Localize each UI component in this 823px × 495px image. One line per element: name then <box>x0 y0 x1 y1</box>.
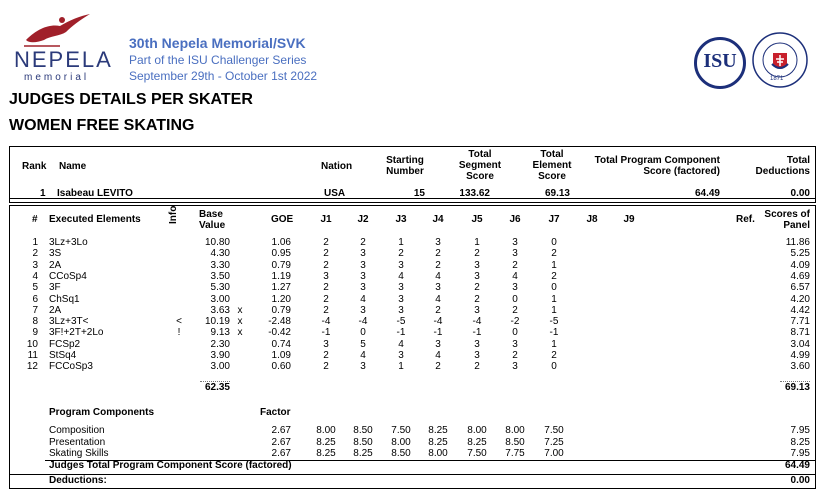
component-factor: 2.67 <box>271 436 291 448</box>
component-name: Presentation <box>49 436 106 448</box>
element-base-value: 3.63 <box>210 304 230 316</box>
judge-mark: 3 <box>474 259 480 271</box>
element-code: 3F!+2T+2Lo <box>49 327 104 339</box>
element-base-value: 3.00 <box>210 361 230 373</box>
judge-header-8: J8 <box>586 214 598 225</box>
component-judge-mark: 8.25 <box>428 436 448 448</box>
panel-score-header: Scores of Panel <box>764 209 810 231</box>
component-judge-mark: 8.00 <box>467 425 487 436</box>
judge-mark: -5 <box>396 316 406 328</box>
judge-mark: 1 <box>551 338 557 350</box>
judge-mark: 2 <box>323 282 329 294</box>
event-series: Part of the ISU Challenger Series <box>129 53 307 67</box>
ref-header: Ref. <box>736 214 755 225</box>
judge-mark: 2 <box>323 293 329 305</box>
judge-mark: 3 <box>474 350 480 361</box>
pcs-header: Total Program Component Score (factored) <box>594 155 720 177</box>
judge-mark: 2 <box>360 237 366 248</box>
component-score: 7.95 <box>790 425 810 436</box>
judge-mark: 3 <box>512 248 518 260</box>
element-bonus-mark: x <box>237 316 243 328</box>
isu-logo-text: ISU <box>703 50 737 72</box>
judge-mark: 2 <box>323 237 329 248</box>
element-goe: 1.06 <box>271 237 291 248</box>
event-dates: September 29th - October 1st 2022 <box>129 69 318 83</box>
judge-mark: 3 <box>398 282 404 294</box>
base-value-total: 62.35 <box>204 382 230 393</box>
isu-logo <box>694 37 746 89</box>
component-judge-mark: 8.25 <box>467 436 487 448</box>
judge-mark: 3 <box>398 304 404 316</box>
skater-logo-icon <box>20 10 92 50</box>
element-bonus-mark: x <box>237 327 243 339</box>
deductions-label: Deductions: <box>49 475 107 486</box>
deductions-rule <box>10 474 815 475</box>
judge-mark: -4 <box>358 316 368 328</box>
element-code: 3S <box>49 248 62 260</box>
judge-mark: 4 <box>398 338 404 350</box>
info-header: Info <box>168 205 179 224</box>
element-panel-score: 4.69 <box>790 270 810 282</box>
component-factor: 2.67 <box>271 448 291 459</box>
judge-mark: 0 <box>512 327 518 339</box>
component-judge-mark: 8.00 <box>391 436 411 448</box>
judge-mark: 2 <box>323 350 329 361</box>
skater-start-number: 15 <box>413 188 425 199</box>
judge-mark: 2 <box>512 259 518 271</box>
element-code: CCoSp4 <box>49 270 87 282</box>
judge-mark: -1 <box>396 327 406 339</box>
element-number: 12 <box>26 361 38 373</box>
judge-mark: 3 <box>360 270 366 282</box>
judge-mark: 3 <box>398 293 404 305</box>
component-judge-mark: 7.50 <box>544 425 564 436</box>
judge-header-3: J3 <box>395 214 407 225</box>
judge-mark: 1 <box>398 237 404 248</box>
judge-mark: 2 <box>551 248 557 260</box>
judge-mark: 3 <box>360 259 366 271</box>
element-goe: 1.19 <box>271 270 291 282</box>
judge-header-9: J9 <box>623 214 635 225</box>
judge-mark: 3 <box>360 248 366 260</box>
element-code: 3Lz+3Lo <box>49 237 88 248</box>
deductions-value: 0.00 <box>790 475 810 486</box>
element-number: 7 <box>32 304 38 316</box>
judge-mark: 2 <box>551 270 557 282</box>
skater-deductions: 0.00 <box>790 188 810 199</box>
judge-mark: 3 <box>474 270 480 282</box>
element-base-value: 10.80 <box>204 237 230 248</box>
judge-mark: -4 <box>472 316 482 328</box>
judge-mark: 3 <box>435 237 441 248</box>
judge-mark: 0 <box>360 327 366 339</box>
judge-mark: -4 <box>321 316 331 328</box>
judge-mark: 3 <box>474 304 480 316</box>
component-judge-mark: 8.25 <box>353 448 373 459</box>
element-panel-score: 8.71 <box>790 327 810 339</box>
element-panel-score: 3.04 <box>790 338 810 350</box>
num-header: # <box>32 214 38 225</box>
judge-mark: 3 <box>323 270 329 282</box>
element-base-value: 3.50 <box>210 270 230 282</box>
element-number: 6 <box>32 293 38 305</box>
segment-score-header: Total Segment Score <box>458 149 502 182</box>
component-name: Skating Skills <box>49 448 109 459</box>
element-info: < <box>176 316 182 328</box>
skater-nation: USA <box>324 188 346 199</box>
judge-mark: 2 <box>474 361 480 373</box>
starting-number-header: Starting Number <box>386 155 424 177</box>
element-panel-score: 4.09 <box>790 259 810 271</box>
judge-mark: 2 <box>474 293 480 305</box>
element-panel-score: 4.42 <box>790 304 810 316</box>
skater-element-score: 69.13 <box>544 188 570 199</box>
factor-header: Factor <box>260 407 291 418</box>
judge-mark: 4 <box>435 270 441 282</box>
element-base-value: 3.90 <box>210 350 230 361</box>
component-score: 8.25 <box>790 436 810 448</box>
judge-mark: 3 <box>512 338 518 350</box>
judge-mark: 4 <box>360 293 366 305</box>
element-base-value: 4.30 <box>210 248 230 260</box>
element-goe: 1.27 <box>271 282 291 294</box>
judge-mark: 3 <box>512 361 518 373</box>
judge-mark: 4 <box>512 270 518 282</box>
judge-mark: -1 <box>549 327 559 339</box>
component-judge-mark: 7.50 <box>391 425 411 436</box>
element-base-value: 3.30 <box>210 259 230 271</box>
judge-mark: 2 <box>512 350 518 361</box>
element-panel-score: 4.20 <box>790 293 810 305</box>
judge-mark: 3 <box>398 259 404 271</box>
logo-wordmark: NEPELA <box>14 47 113 72</box>
judge-header-5: J5 <box>471 214 483 225</box>
element-bonus-mark: x <box>237 304 243 316</box>
name-header: Name <box>59 161 87 172</box>
element-score-header: Total Element Score <box>532 149 572 182</box>
skater-name: Isabeau LEVITO <box>57 188 133 199</box>
element-base-value: 3.00 <box>210 293 230 305</box>
element-goe: 0.95 <box>271 248 291 260</box>
judge-mark: 2 <box>323 361 329 373</box>
rank-header: Rank <box>22 161 47 172</box>
component-judge-mark: 8.00 <box>428 448 448 459</box>
element-number: 8 <box>32 316 38 328</box>
judge-mark: 2 <box>435 304 441 316</box>
judge-mark: 3 <box>512 237 518 248</box>
judge-mark: 1 <box>474 237 480 248</box>
judge-mark: 3 <box>512 282 518 294</box>
judge-mark: 4 <box>435 293 441 305</box>
pcs-total-value: 64.49 <box>784 460 810 471</box>
judge-mark: 2 <box>551 350 557 361</box>
judge-mark: 2 <box>435 248 441 260</box>
element-code: ChSq1 <box>49 293 80 305</box>
element-number: 3 <box>32 259 38 271</box>
event-title: 30th Nepela Memorial/SVK <box>129 35 306 51</box>
component-judge-mark: 7.25 <box>544 436 564 448</box>
element-goe: 1.20 <box>271 293 291 305</box>
element-panel-score: 4.99 <box>790 350 810 361</box>
element-panel-score: 6.57 <box>790 282 810 294</box>
component-judge-mark: 8.50 <box>353 436 373 448</box>
element-number: 1 <box>32 237 38 248</box>
component-judge-mark: 8.25 <box>316 436 336 448</box>
judge-mark: 2 <box>398 248 404 260</box>
element-base-value: 9.13 <box>210 327 230 339</box>
judge-header-6: J6 <box>509 214 521 225</box>
component-judge-mark: 7.00 <box>544 448 564 459</box>
judge-mark: 4 <box>360 350 366 361</box>
element-code: StSq4 <box>49 350 77 361</box>
segment-title: WOMEN FREE SKATING <box>9 117 195 134</box>
element-code: FCSp2 <box>49 338 81 350</box>
logo-subtitle: memorial <box>24 72 90 83</box>
judge-mark: 3 <box>360 282 366 294</box>
judge-mark: 4 <box>398 270 404 282</box>
element-panel-score: 5.25 <box>790 248 810 260</box>
skater-pcs: 64.49 <box>694 188 720 199</box>
element-goe: 0.74 <box>271 338 291 350</box>
judge-mark: 1 <box>551 293 557 305</box>
judge-mark: 2 <box>435 259 441 271</box>
element-goe: 1.09 <box>271 350 291 361</box>
judge-mark: 3 <box>435 338 441 350</box>
element-goe: 0.60 <box>271 361 291 373</box>
elements-score-total: 69.13 <box>784 382 810 393</box>
component-judge-mark: 8.25 <box>428 425 448 436</box>
judge-mark: 3 <box>398 350 404 361</box>
element-goe: -0.42 <box>268 327 291 339</box>
component-judge-mark: 7.75 <box>505 448 525 459</box>
component-name: Composition <box>49 425 105 436</box>
component-judge-mark: 8.25 <box>316 448 336 459</box>
element-panel-score: 3.60 <box>790 361 810 373</box>
element-base-value: 5.30 <box>210 282 230 294</box>
judge-mark: 4 <box>435 350 441 361</box>
judge-header-7: J7 <box>548 214 560 225</box>
judge-mark: 1 <box>551 259 557 271</box>
component-judge-mark: 8.50 <box>505 436 525 448</box>
judge-mark: 2 <box>435 361 441 373</box>
element-goe: 0.79 <box>271 304 291 316</box>
judge-mark: -2 <box>510 316 520 328</box>
executed-elements-header: Executed Elements <box>49 214 141 225</box>
judge-mark: 3 <box>323 338 329 350</box>
judge-mark: 3 <box>360 361 366 373</box>
judge-mark: 5 <box>360 338 366 350</box>
judge-mark: 0 <box>551 237 557 248</box>
component-judge-mark: 8.50 <box>353 425 373 436</box>
element-goe: 0.79 <box>271 259 291 271</box>
judge-mark: -5 <box>549 316 559 328</box>
judge-mark: 3 <box>435 282 441 294</box>
element-code: 3F <box>49 282 61 294</box>
element-number: 5 <box>32 282 38 294</box>
pcs-total-label: Judges Total Program Component Score (factored) <box>49 460 292 471</box>
judge-mark: 1 <box>551 304 557 316</box>
judge-mark: -1 <box>321 327 331 339</box>
element-code: FCCoSp3 <box>49 361 93 373</box>
judge-mark: 0 <box>551 361 557 373</box>
judge-mark: 2 <box>474 248 480 260</box>
judge-header-2: J2 <box>357 214 369 225</box>
component-judge-mark: 8.50 <box>391 448 411 459</box>
page-title: JUDGES DETAILS PER SKATER <box>9 91 253 108</box>
element-base-value: 10.19 <box>204 316 230 328</box>
judge-mark: 2 <box>323 304 329 316</box>
judge-mark: 2 <box>323 259 329 271</box>
nation-header: Nation <box>321 161 353 172</box>
element-number: 11 <box>27 350 38 361</box>
judge-mark: -1 <box>472 327 482 339</box>
component-judge-mark: 7.50 <box>467 448 487 459</box>
deductions-header: Total Deductions <box>755 155 810 177</box>
base-value-header: Base Value <box>199 209 226 231</box>
judge-mark: 2 <box>474 282 480 294</box>
judge-mark: -1 <box>433 327 443 339</box>
element-panel-score: 7.71 <box>790 316 810 328</box>
element-base-value: 2.30 <box>210 338 230 350</box>
skater-rank: 1 <box>40 188 46 199</box>
summary-rule <box>10 198 815 199</box>
judge-mark: 0 <box>512 293 518 305</box>
judge-mark: 2 <box>512 304 518 316</box>
judge-mark: -4 <box>433 316 443 328</box>
component-score: 7.95 <box>790 448 810 459</box>
component-factor: 2.67 <box>271 425 291 436</box>
judge-header-1: J1 <box>320 214 332 225</box>
element-number: 10 <box>26 338 38 350</box>
judge-mark: 3 <box>474 338 480 350</box>
element-number: 4 <box>32 270 38 282</box>
component-judge-mark: 8.00 <box>316 425 336 436</box>
element-code: 2A <box>49 259 62 271</box>
element-number: 2 <box>32 248 38 260</box>
element-goe: -2.48 <box>268 316 291 328</box>
judge-mark: 3 <box>360 304 366 316</box>
skater-segment-score: 133.62 <box>459 188 490 199</box>
judge-mark: 2 <box>323 248 329 260</box>
judge-header-4: J4 <box>432 214 444 225</box>
goe-header: GOE <box>271 214 294 225</box>
element-number: 9 <box>32 327 38 339</box>
element-panel-score: 11.86 <box>785 237 810 248</box>
judge-mark: 0 <box>551 282 557 294</box>
seal-year: 1871 <box>770 76 784 82</box>
judge-mark: 1 <box>398 361 404 373</box>
element-code: 2A <box>49 304 62 316</box>
element-code: 3Lz+3T< <box>49 316 89 328</box>
component-judge-mark: 8.00 <box>505 425 525 436</box>
program-components-title: Program Components <box>49 407 155 418</box>
element-info: ! <box>177 327 181 339</box>
